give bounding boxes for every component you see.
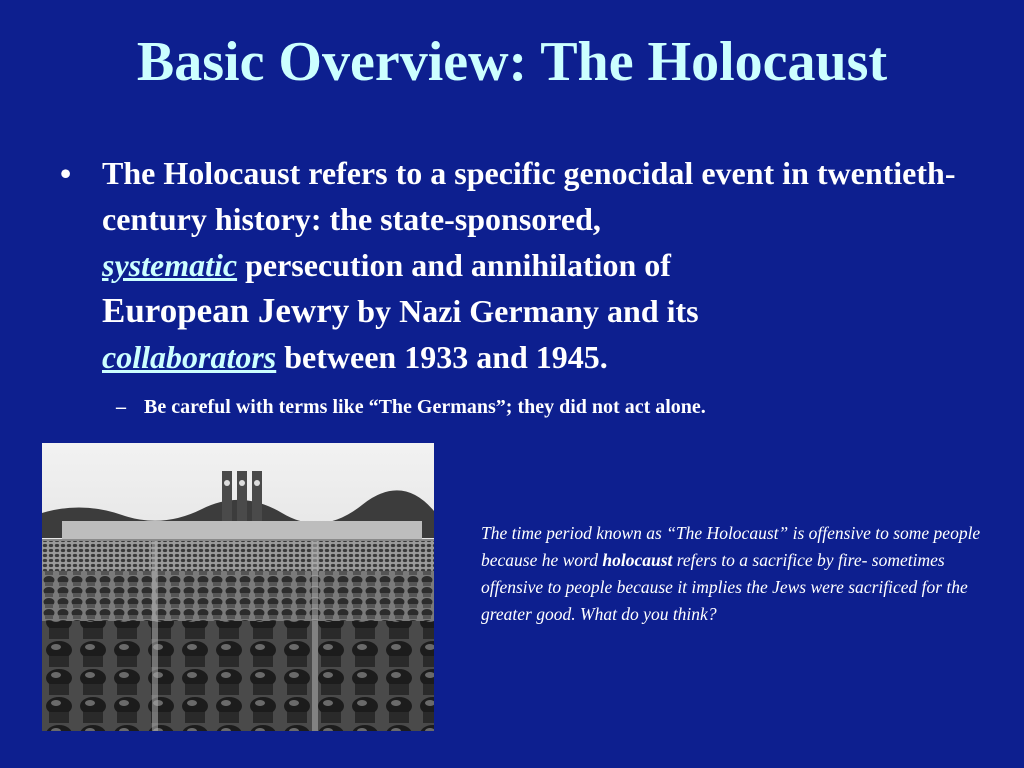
sub-bullet-text: Be careful with terms like “The Germans”; they did not act alone. xyxy=(144,396,706,418)
bullet-text-part3: by Nazi Germany and its xyxy=(357,293,699,329)
caption-part2: refers to a sacrifice by fire- sometimes offensive to people because it implies the Jews were sacrificed for the greater good. What do you think? xyxy=(481,550,968,624)
european-jewry-emphasis: European Jewry xyxy=(102,291,350,330)
slide-title: Basic Overview: The Holocaust xyxy=(136,31,888,93)
photo-caption xyxy=(481,520,981,628)
rally-photo xyxy=(42,443,434,731)
bullet-text-part2: persecution and annihilation of xyxy=(245,247,671,283)
sub-bullet xyxy=(116,392,996,422)
bullet-marker: • xyxy=(60,155,72,191)
bullet-text-part4: between 1933 and 1945. xyxy=(284,339,608,375)
systematic-link[interactable]: systematic xyxy=(102,247,238,283)
main-bullet xyxy=(60,150,960,380)
collaborators-link[interactable]: collaborators xyxy=(102,339,277,375)
caption-part1: The time period known as “The Holocaust” is offensive to some people because he word xyxy=(481,523,981,570)
bullet-text xyxy=(102,150,960,380)
bullet-text-part1: The Holocaust refers to a specific genocidal event in twentieth-century history: the state-sponsored, xyxy=(102,155,956,237)
caption-bold-word: holocaust xyxy=(602,550,673,570)
sub-bullet-marker: – xyxy=(116,396,126,418)
